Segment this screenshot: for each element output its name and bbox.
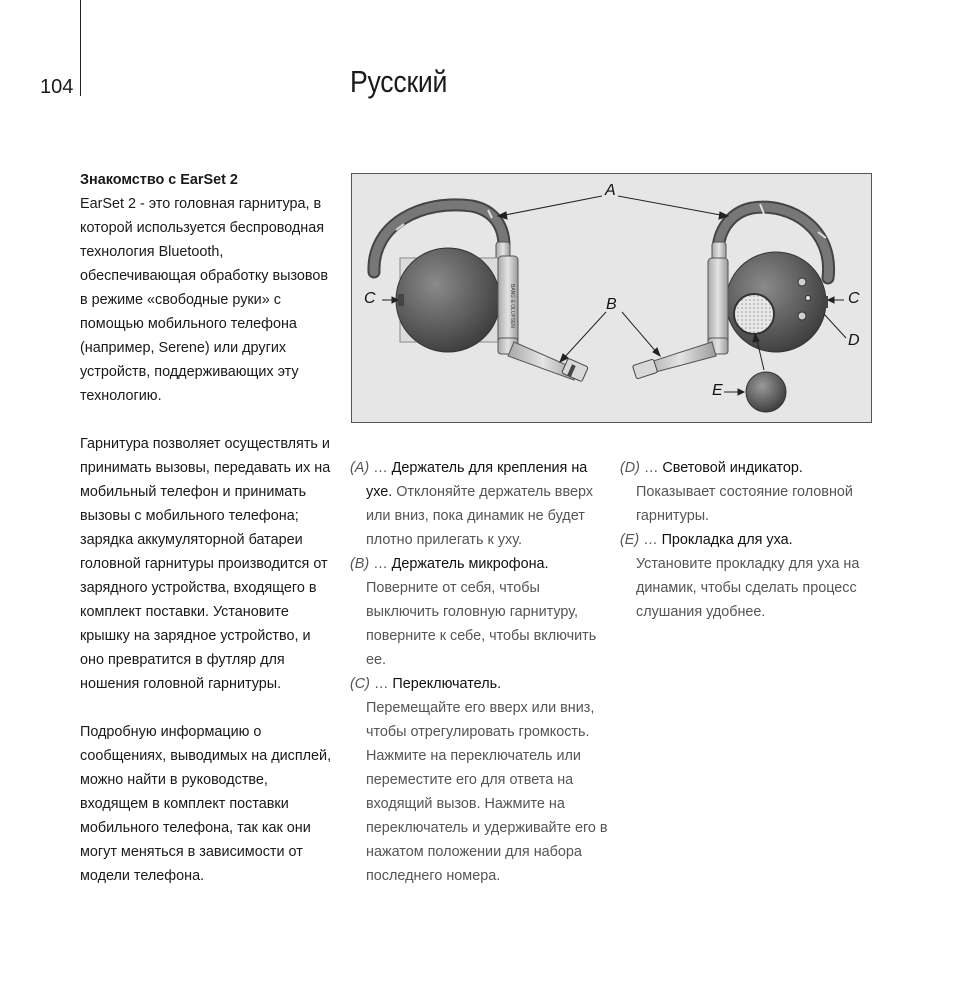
definition-letter: (E): [620, 532, 640, 548]
definition-term: Переключатель.: [392, 676, 502, 692]
intro-paragraph-1: EarSet 2 - это головная гарнитура, в которой используется беспроводная технология Bluetooth, обеспечивающая обработку вызовов в режиме «свободные руки» с помощью мобильного телефона (например, Serene) или других устройств, поддерживающих эту технологию.: [80, 196, 329, 404]
label-d: D: [848, 332, 860, 349]
definition-letter: (C): [350, 676, 370, 692]
label-b: B: [606, 296, 617, 313]
label-e: E: [712, 382, 723, 399]
definition-c: (C) … Переключатель. Перемещайте его вверх или вниз, чтобы отрегулировать громкость. Нажмите на переключатель или переместите его для ответа на входящий вызов. Нажмите на переключатель и удерживайте его в нажатом положении для набора последнего номера.: [350, 676, 608, 884]
intro-paragraph-2: Гарнитура позволяет осуществлять и принимать вызовы, передавать их на мобильный телефон и принимать вызовы с мобильного телефона; зарядка аккумуляторной батареи головной гарнитуры производится от зарядного устройства, входящего в комплект поставки. Установите крышку на зарядное устройство, и оно превратится в футляр для ношения головной гарнитуры.: [80, 436, 331, 692]
definition-e: (E) … Прокладка для уха. Установите прокладку для уха на динамик, чтобы сделать процесс слушания удобнее.: [620, 532, 860, 620]
intro-paragraph-3: Подробную информацию о сообщениях, выводимых на дисплей, можно найти в руководстве, входящем в комплект поставки мобильного телефона, так как они могут меняться в зависимости от модели телефона.: [80, 724, 332, 884]
definition-d: (D) … Световой индикатор. Показывает состояние головной гарнитуры.: [620, 460, 853, 524]
definition-b: (B) … Держатель микрофона. Поверните от себя, чтобы выключить головную гарнитуру, поверните к себе, чтобы включить ее.: [350, 556, 597, 668]
intro-column: [80, 168, 338, 888]
left-headset: [374, 205, 588, 382]
label-a: A: [605, 182, 616, 199]
header-vertical-rule: [80, 0, 81, 96]
definition-term: Прокладка для уха.: [661, 532, 793, 548]
intro-heading: Знакомство с EarSet 2: [80, 172, 238, 188]
definition-term: Световой индикатор.: [662, 460, 803, 476]
label-c-right: C: [848, 290, 860, 307]
definition-letter: (D): [620, 460, 640, 476]
definition-letter: (A): [350, 460, 370, 476]
definition-desc: Поверните от себя, чтобы выключить головную гарнитуру, поверните к себе, чтобы включить ее.: [366, 580, 597, 668]
definition-letter: (B): [350, 556, 370, 572]
page-title: Русский: [350, 64, 448, 99]
right-headset: [632, 204, 828, 412]
label-c-left: C: [364, 290, 376, 307]
brand-logo-text: BANG & OLUFSEN: [509, 284, 515, 328]
definition-desc: Отклоняйте держатель вверх или вниз, пока динамик не будет плотно прилегать к уху.: [366, 484, 593, 548]
definition-term: Держатель микрофона.: [391, 556, 549, 572]
definition-desc: Перемещайте его вверх или вниз, чтобы отрегулировать громкость. Нажмите на переключатель или переместите его для ответа на входящий вызов. Нажмите на переключатель и удерживайте его в нажатом положении для набора последнего номера.: [366, 700, 608, 884]
definitions-column-2: [620, 456, 870, 624]
definition-desc: Показывает состояние головной гарнитуры.: [636, 484, 853, 524]
headset-illustration: [351, 173, 872, 423]
definitions-column-1: [350, 456, 612, 888]
page-number: 104: [40, 76, 74, 98]
definition-term: Держатель для крепления на ухе.: [366, 460, 588, 500]
definition-desc: Установите прокладку для уха на динамик, чтобы сделать процесс слушания удобнее.: [636, 556, 860, 620]
definition-a: (A) … Держатель для крепления на ухе. Отклоняйте держатель вверх или вниз, пока динамик не будет плотно прилегать к уху.: [350, 460, 593, 548]
